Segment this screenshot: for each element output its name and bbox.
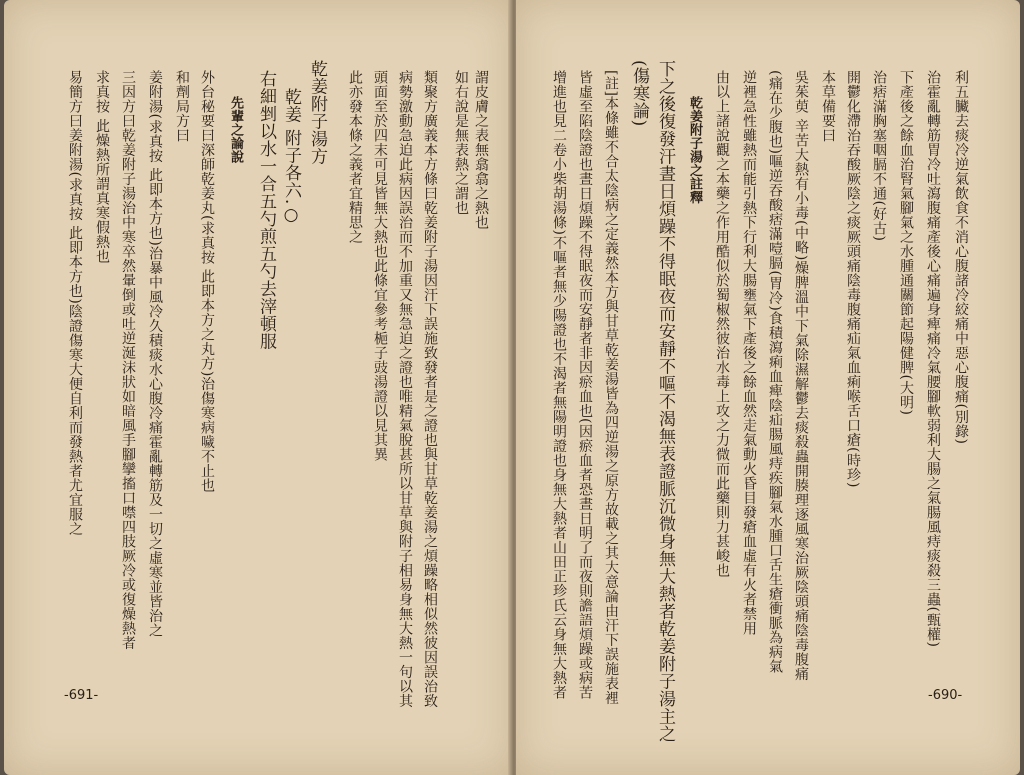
left-page bbox=[4, 0, 512, 775]
page-number: -691- bbox=[64, 688, 99, 703]
text-column: 如右說是無表熱之謂也 bbox=[453, 70, 469, 215]
text-column: 和劑局方曰 bbox=[174, 70, 190, 143]
text-column: 逆裡急性雖熱而能引熱下行利大腸壅氣下產後之餘血然走氣動火昏目發瘡血虛有火者禁用 bbox=[741, 70, 757, 636]
formula-instructions: 右細剉以水一合五勺煎五勺去滓頓服 bbox=[256, 70, 276, 350]
text-column: 治痞滿胸塞咽膈不通(好古) bbox=[871, 70, 887, 242]
text-column: 謂皮膚之表無翕翕之熱也 bbox=[473, 70, 489, 230]
text-column: (痛在少腹也)嘔逆吞酸痞滿噎膈(胃冷)食積瀉痢血痺陰疝腸風痔疾腳氣水腫口舌生瘡衝脈為病氣 bbox=[767, 70, 783, 674]
text-column: 頭面至於四末可見皆無大熱也此條宜參考梔子豉湯證以見其異 bbox=[372, 70, 388, 462]
classic-text-source: (傷寒論) bbox=[629, 60, 649, 127]
commentary-column: [註]本條雖不合太陰病之定義然本方與甘草乾姜湯皆為四逆湯之原方故載之其大意論由汗下誤施表裡 bbox=[603, 70, 619, 706]
page-number: -690- bbox=[928, 688, 963, 703]
text-column: 此亦發本條之義者宜精思之 bbox=[347, 70, 363, 244]
text-column: 外台秘要曰深師乾姜丸(求真按 此即本方之丸方)治傷寒病噦不止也 bbox=[199, 70, 215, 493]
section-heading: 乾姜附子湯之註釋 bbox=[687, 96, 702, 204]
text-column: 求真按 此燥熱所謂真寒假熱也 bbox=[94, 70, 110, 264]
text-column: 下產後之餘血治腎氣腳氣之水腫通關節起陽健脾(大明) bbox=[898, 70, 914, 416]
text-column: 類聚方廣義本方條曰乾姜附子湯因汗下誤施致發者是之證也與甘草乾姜湯之煩躁略相似然彼因誤治致 bbox=[422, 70, 438, 708]
commentary-column: 皆虛至陷陰證也晝日煩躁不得眠夜而安靜者非因瘀血也(因瘀血者恐晝日明了而夜則譫語煩躁或病苦 bbox=[577, 70, 593, 700]
text-column: 本草備要曰 bbox=[820, 70, 836, 143]
text-column: 吳茱萸 辛苦大熱有小毒(中略)燥脾溫中下氣除濕解鬱去痰殺蟲開腠理逐風寒治厥陰頭痛陰毒腹痛 bbox=[793, 70, 809, 682]
text-column: 易簡方曰姜附湯(求真按 此即本方也)陰證傷寒大便自利而發熱者尤宜服之 bbox=[67, 70, 83, 537]
text-column: 開鬱化滯治吞酸厥陰之痰厥頭痛陰毒腹痛疝氣血痢喉舌口瘡(時珍) bbox=[845, 70, 861, 488]
formula-ingredients: 乾姜 附子各六.○ bbox=[281, 88, 301, 226]
text-column: 病勢激動急迫此病因誤治而不加重又無急迫之證也唯精氣脫甚所以甘草與附子相易身無大熱一句以其 bbox=[397, 70, 413, 708]
text-column: 姜附湯(求真按 此即本方也)治暴中風冷久積痰水心腹冷痛霍亂轉筋及一切之虛寒並皆治之 bbox=[147, 70, 163, 638]
text-column: 治霍亂轉筋胃冷吐瀉腹痛產後心痛遍身痺痛冷氣腰腳軟弱利大腸之氣腸風痔痰殺三蟲(甄權) bbox=[925, 70, 941, 648]
text-column: 由以上諸說觀之本藥之作用酷似於蜀椒然彼治水毒上攻之力微而此藥則力甚峻也 bbox=[714, 70, 730, 578]
formula-title: 乾姜附子湯方 bbox=[307, 60, 327, 165]
classic-text-column: 下之後復發汗晝日煩躁不得眠夜而安靜不嘔不渴無表證脈沉微身無大熱者乾姜附子湯主之 bbox=[655, 60, 675, 743]
text-column: 三因方曰乾姜附子湯治中寒卒然暈倒或吐逆涎沫狀如暗風手腳攣搐口噤四肢厥冷或復燥熱者 bbox=[120, 70, 136, 650]
commentary-column: 增進也見二卷小柴胡湯條)不嘔者無少陽證也不渴者無陽明證也身無大熱者山田正珍氏云身無大熱者 bbox=[551, 70, 567, 700]
text-column: 利五臟去痰冷逆氣飲食不消心腹諸冷絞痛中惡心腹痛(別錄) bbox=[953, 70, 969, 445]
section-heading: 先輩之論說 bbox=[228, 96, 243, 164]
right-page bbox=[516, 0, 1020, 775]
